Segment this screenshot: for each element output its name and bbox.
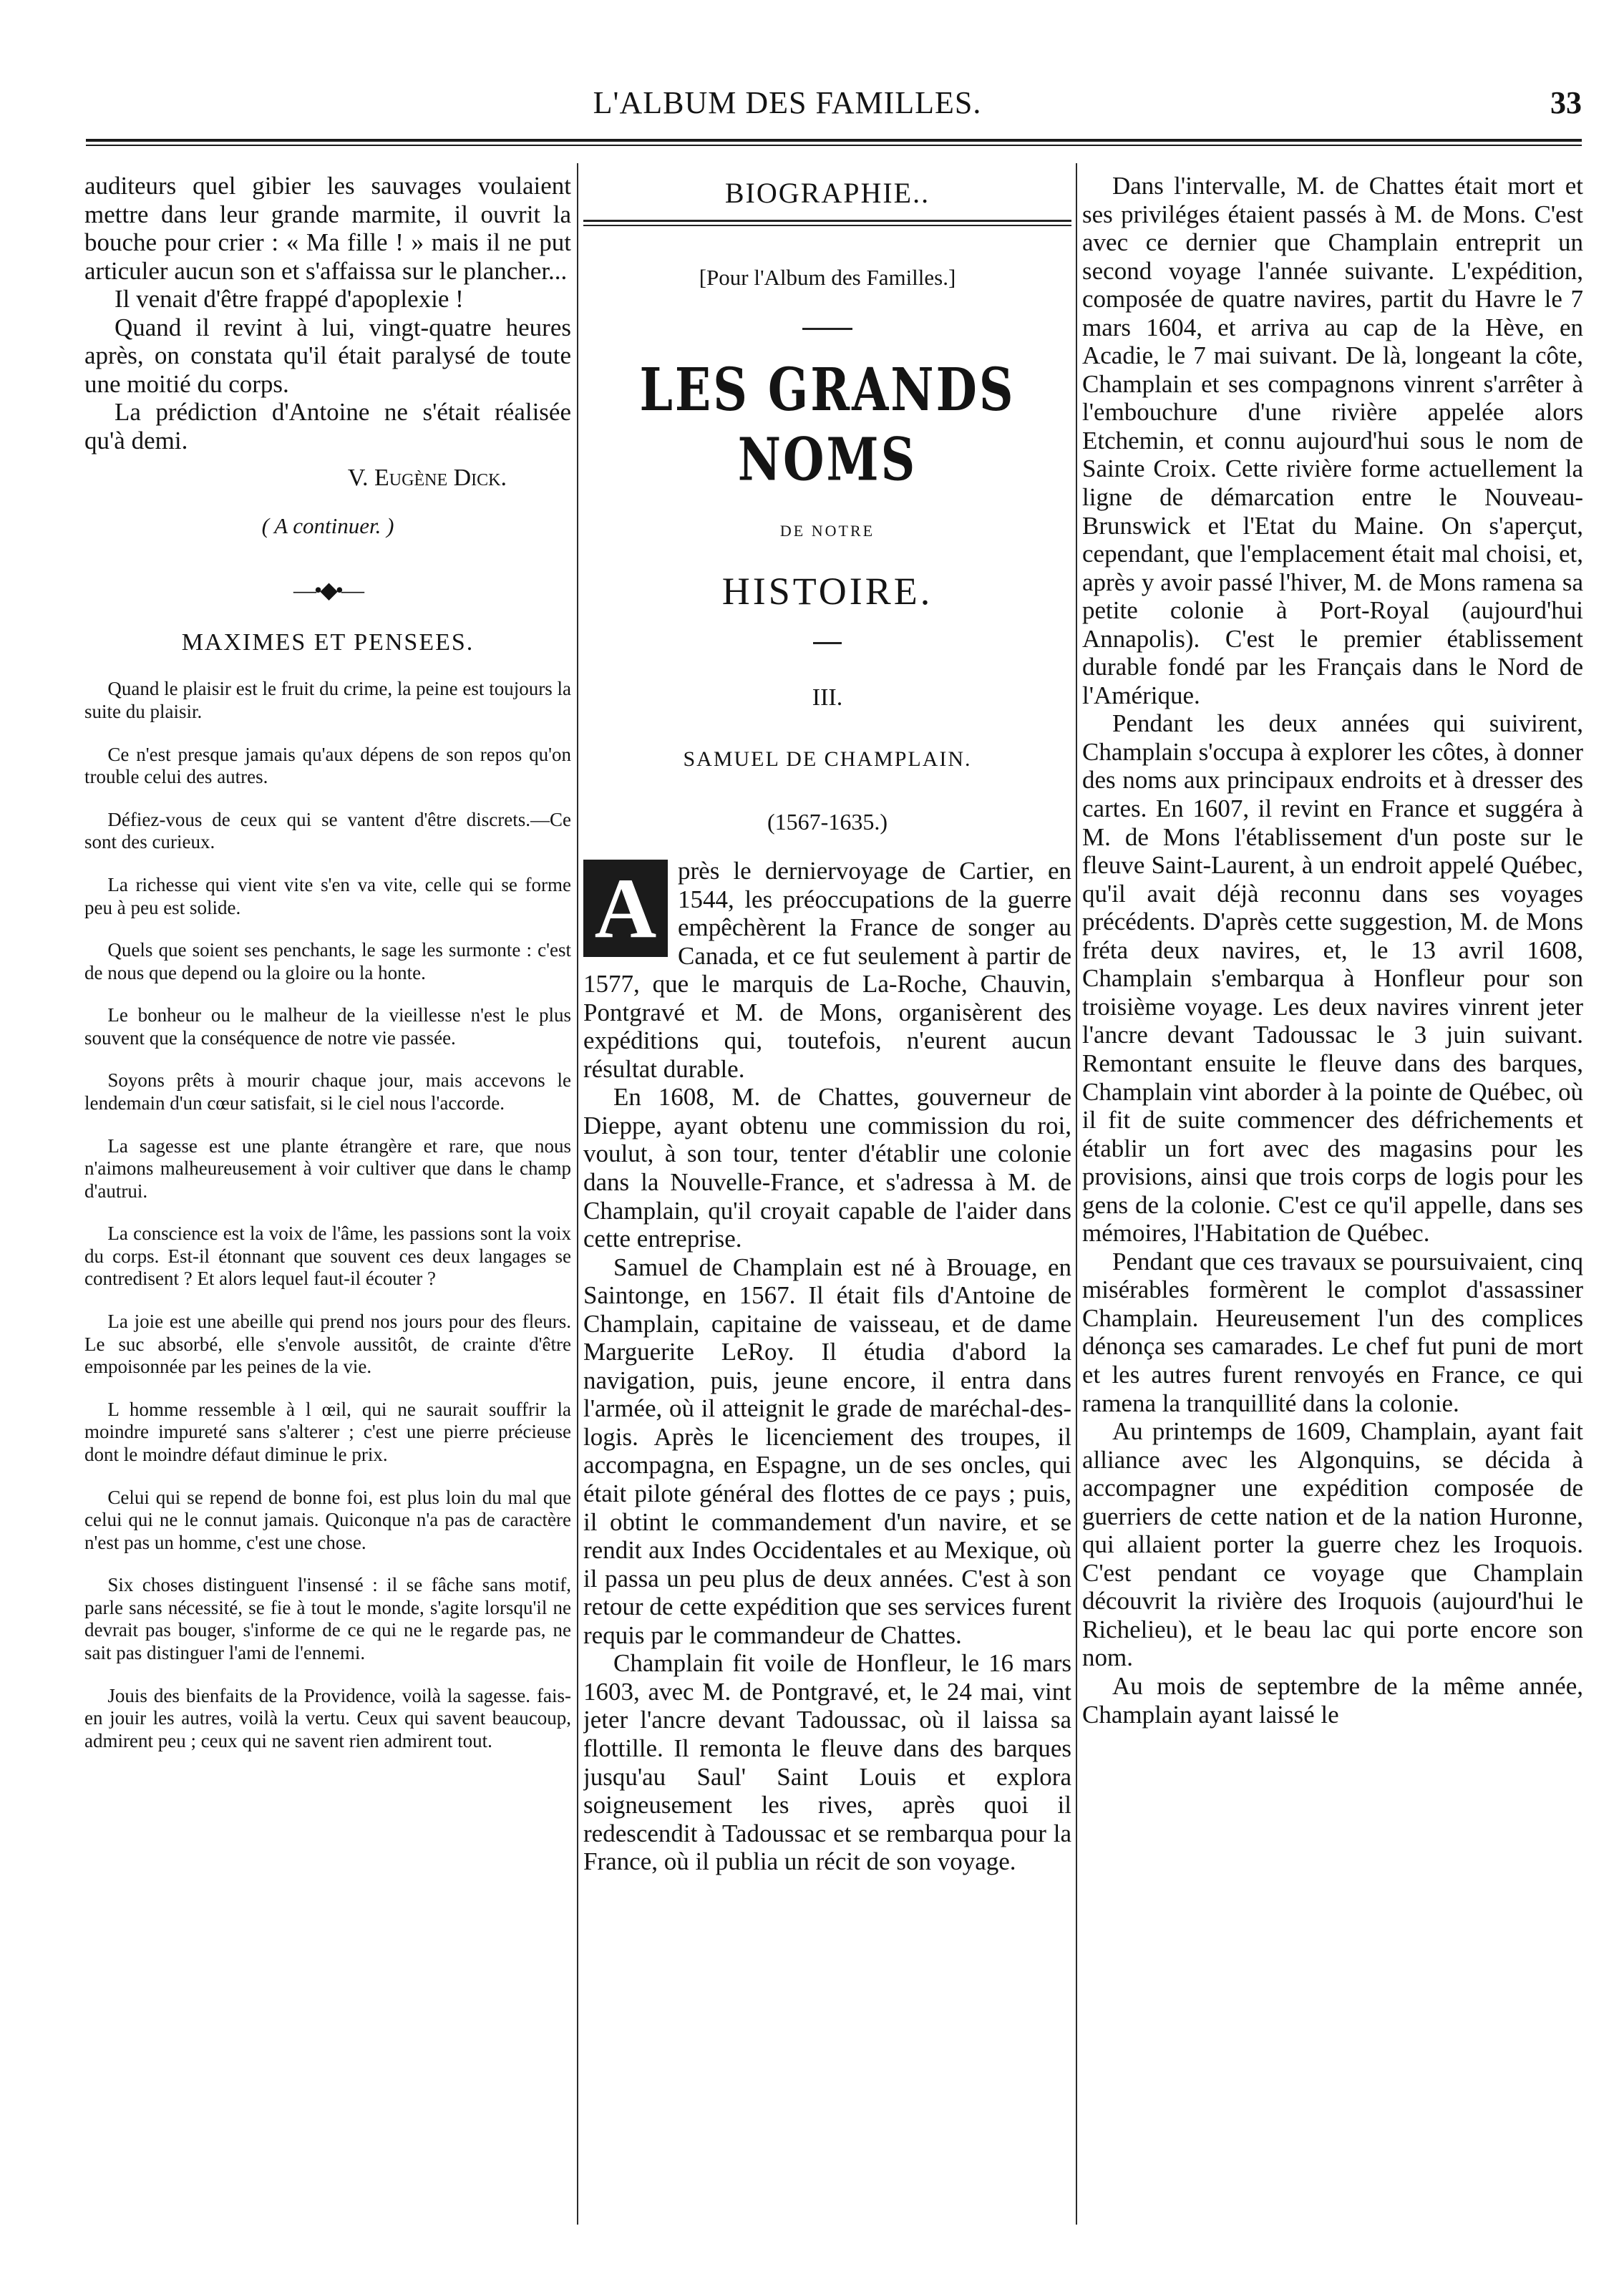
double-rule bbox=[583, 220, 1071, 226]
article-paragraph: Au mois de septembre de la même année, Champlain ayant laissé le bbox=[1082, 1671, 1583, 1729]
to-be-continued: ( A continuer. ) bbox=[261, 513, 394, 539]
article-paragraph: Dans l'intervalle, M. de Chattes était mort et ses priviléges étaient passés à M. de Mons. C'est avec ce dernier que Champlain entreprit un second voyage l'année suivante. L'expédition, composée de quatre navires, partit du Havre le 7 mars 1604, et arriva au cap de la Hève, en Acadie, le 7 mai suivant. De là, longeant la côte, Champlain et ses compagnons vinrent s'arrêter à l'embouchure d'une rivière appelée alors Etchemin, et connu aujourd'hui sous le nom de Sainte Croix. Cette rivière forme actuellement la ligne de démarcation entre le Nouveau-Brunswick et l'Etat du Maine. On s'aperçut, cependant, que l'emplacement était mal choisi, et, après y avoir passé l'hiver, M. de Mons ramena sa petite colonie à Port-Royal (aujourd'hui Annapolis). C'est le premier établissement durable fondé par les Français dans le Nord de l'Amérique. bbox=[1082, 172, 1583, 709]
ornament-divider: —•◆•— bbox=[293, 577, 362, 603]
maxim: Quand le plaisir est le fruit du crime, la peine est toujours la suite du plaisir. bbox=[84, 678, 571, 723]
column-left bbox=[84, 172, 571, 2219]
main-title: LES GRANDS NOMS bbox=[639, 354, 1016, 495]
maxims-title: MAXIMES ET PENSEES. bbox=[181, 629, 475, 656]
article-paragraph: Au printemps de 1609, Champlain, ayant fait alliance avec les Algonquins, se décida à accompagner une expédition composée de guerriers de cette nation et de la nation Huronne, qui allaient porter la guerre chez les Iroquois. C'est pendant ce voyage que Champlain découvrit la rivière des Iroquois (aujourd'hui le Richelieu), et le beau lac qui porte encore son nom. bbox=[1082, 1417, 1583, 1672]
drop-cap: A bbox=[583, 860, 668, 957]
subject-name: SAMUEL DE CHAMPLAIN. bbox=[683, 747, 972, 771]
article-paragraph: Champlain fit voile de Honfleur, le 16 mars 1603, avec M. de Pontgravé, et, le 24 mai, vint jeter l'ancre devant Tadoussac, où il laissa sa flottille. Il remonta le fleuve dans des barques jusqu'au Saul' Saint Louis et explora soigneusement les rives, après quoi il redescendit à Tadoussac et se rembarqua pour la France, où il publia un récit de son voyage. bbox=[583, 1649, 1071, 1876]
section-heading: BIOGRAPHIE.. bbox=[724, 177, 930, 209]
title-histoire: HISTOIRE. bbox=[721, 570, 933, 613]
page-header bbox=[86, 84, 1582, 135]
maxim: Six choses distinguent l'insensé : il se fâche sans motif, parle sans nécessité, se fie à tout le monde, s'agite lorsqu'il ne devrait pas bouger, s'informe de ce qui ne le regarde pas, ne sait pas distinguer l'ami de l'ennemi. bbox=[84, 1574, 571, 1663]
article-paragraph: Pendant les deux années qui suivirent, Champlain s'occupa à explorer les côtes, à donner des noms aux principaux endroits et à dresser des cartes. En 1607, il revint en France et suggéra à M. de Mons l'établissement d'un poste sur le fleuve Saint-Laurent, à un endroit appelé Québec, qu'il avait déjà reconnu dans ses voyages précédents. D'après cette suggestion, M. de Mons fréta deux navires, et, le 13 avril 1608, Champlain s'embarqua à Honfleur pour son troisième voyage. Les deux navires vinrent jeter l'ancre devant Tadoussac le 3 juin suivant. Remontant ensuite le fleuve dans des barques, Champlain vint aborder à la pointe de Québec, où il fit de suite commencer des défrichements et établir un fort avec des magasins pour les provisions, ainsi que trois corps de logis pour les gens de la colonie. C'est ce qu'il appelle, dans ses mémoires, l'Habitation de Québec. bbox=[1082, 709, 1583, 1248]
page-number: 33 bbox=[1550, 85, 1582, 120]
maxim: Le bonheur ou le malheur de la vieillesse n'est le plus souvent que la conséquence de notre vie passée. bbox=[84, 1004, 571, 1049]
story-paragraph: auditeurs quel gibier les sauvages voulaient mettre dans leur grande marmite, il ouvrit la bouche pour crier : « Ma fille ! » mais il ne put articuler aucun son et s'affaissa sur le plancher... bbox=[84, 172, 571, 285]
maxim: Jouis des bienfaits de la Providence, voilà la sagesse. fais-en jouir les autres, voilà la vertu. Ceux qui savent beaucoup, admirent peu ; ceux qui ne savent rien admirent tout. bbox=[84, 1684, 571, 1751]
article-paragraph: Samuel de Champlain est né à Brouage, en Saintonge, en 1567. Il était fils d'Antoine de Champlain, capitaine de vaisseau, et de dame Marguerite LeRoy. Il étudia d'abord la navigation, puis, jeune encore, il entra dans l'armée, où il atteignit le grade de maréchal-des-logis. Après le licenciement des troupes, il accompagna, en Espagne, un de ses oncles, qui était pilote général des flottes de ce pays ; puis, il obtint le commandement d'un navire, et se rendit aux Indes Occidentales et au Mexique, où il passa un peu plus de deux années. C'est à son retour de cette expédition que ses services furent requis par le commandeur de Chattes. bbox=[583, 1253, 1071, 1649]
header-rule-thin bbox=[86, 145, 1582, 146]
story-paragraph: Il venait d'être frappé d'apoplexie ! bbox=[115, 285, 464, 314]
for-album-note: [Pour l'Album des Familles.] bbox=[699, 265, 956, 290]
title-connector: DE NOTRE bbox=[779, 522, 875, 540]
maxim: La richesse qui vient vite s'en va vite, celle qui se forme peu à peu est solide. bbox=[84, 873, 571, 918]
column-divider bbox=[577, 163, 578, 2225]
maxim: La sagesse est une plante étrangère et rare, que nous n'aimons malheureusement à voir cultiver que dans le champ d'autrui. bbox=[84, 1134, 571, 1202]
article-paragraph: A près le derniervoyage de Cartier, en 1544, les préoccupations de la guerre empêchèrent la France de songer au Canada, et ce fut seulement à partir de 1577, que le marquis de La-Roche, Chauvin, Pontgravé et M. de Mons, organisèrent des expéditions qui, toutefois, n'eurent aucun résultat durable. bbox=[583, 857, 1071, 1083]
maxim: La conscience est la voix de l'âme, les passions sont la voix du corps. Est-il étonnant que souvent ces deux langages se contredisent ? Et alors lequel faut-il écouter ? bbox=[84, 1223, 571, 1290]
article-paragraph: Pendant que ces travaux se poursuivaient, cinq misérables formèrent le complot d'assassiner Champlain. Heureusement l'un des complices dénonça ses camarades. Le chef fut puni de mort et les autres furent renvoyés en France, ce qui ramena la tranquillité dans la colonie. bbox=[1082, 1247, 1583, 1417]
story-paragraph: La prédiction d'Antoine ne s'était réalisée qu'à demi. bbox=[84, 398, 571, 455]
author-signature: V. Eugène Dick. bbox=[347, 465, 507, 492]
column-right bbox=[1082, 172, 1583, 2219]
maxim: Ce n'est presque jamais qu'aux dépens de son repos qu'on trouble celui des autres. bbox=[84, 743, 571, 788]
running-title: L'ALBUM DES FAMILLES. bbox=[593, 85, 982, 120]
maxim: La joie est une abeille qui prend nos jours pour des fleurs. Le suc absorbé, elle s'envole aussitôt, de crainte d'être empoisonnée par les peines de la vie. bbox=[84, 1311, 571, 1378]
story-paragraph: Quand il revint à lui, vingt-quatre heures après, on constata qu'il était paralysé de toute une moitié du corps. bbox=[84, 313, 571, 398]
maxim: Celui qui se repend de bonne foi, est plus loin du mal que celui qui ne le connut jamais. Quiconque n'a pas de caractère n'est pas un homme, c'est une chose. bbox=[84, 1486, 571, 1553]
column-center bbox=[583, 172, 1071, 2219]
maxim: Défiez-vous de ceux qui se vantent d'être discrets.—Ce sont des curieux. bbox=[84, 808, 571, 853]
header-rule bbox=[86, 139, 1582, 142]
short-rule bbox=[802, 328, 852, 330]
maxim: L homme ressemble à l œil, qui ne saurait souffrir la moindre impureté sans s'alterer ; c'est une pierre précieuse dont le moindre défaut diminue le prix. bbox=[84, 1398, 571, 1465]
maxim: Quels que soient ses penchants, le sage les surmonte : c'est de nous que depend ou la gloire ou la honte. bbox=[84, 939, 571, 983]
column-divider bbox=[1076, 163, 1077, 2225]
chapter-number: III. bbox=[812, 684, 843, 711]
short-rule bbox=[813, 642, 842, 644]
article-paragraph: En 1608, M. de Chattes, gouverneur de Dieppe, ayant obtenu une commission du roi, voulut, à son tour, tenter d'établir une colonie dans la Nouvelle-France, et s'adressa à M. de Champlain, qu'il croyait capable de l'aider dans cette entreprise. bbox=[583, 1083, 1071, 1253]
subject-dates: (1567-1635.) bbox=[767, 809, 888, 835]
maxim: Soyons prêts à mourir chaque jour, mais accevons le lendemain d'un cœur satisfait, si le ciel nous l'accorde. bbox=[84, 1069, 571, 1114]
